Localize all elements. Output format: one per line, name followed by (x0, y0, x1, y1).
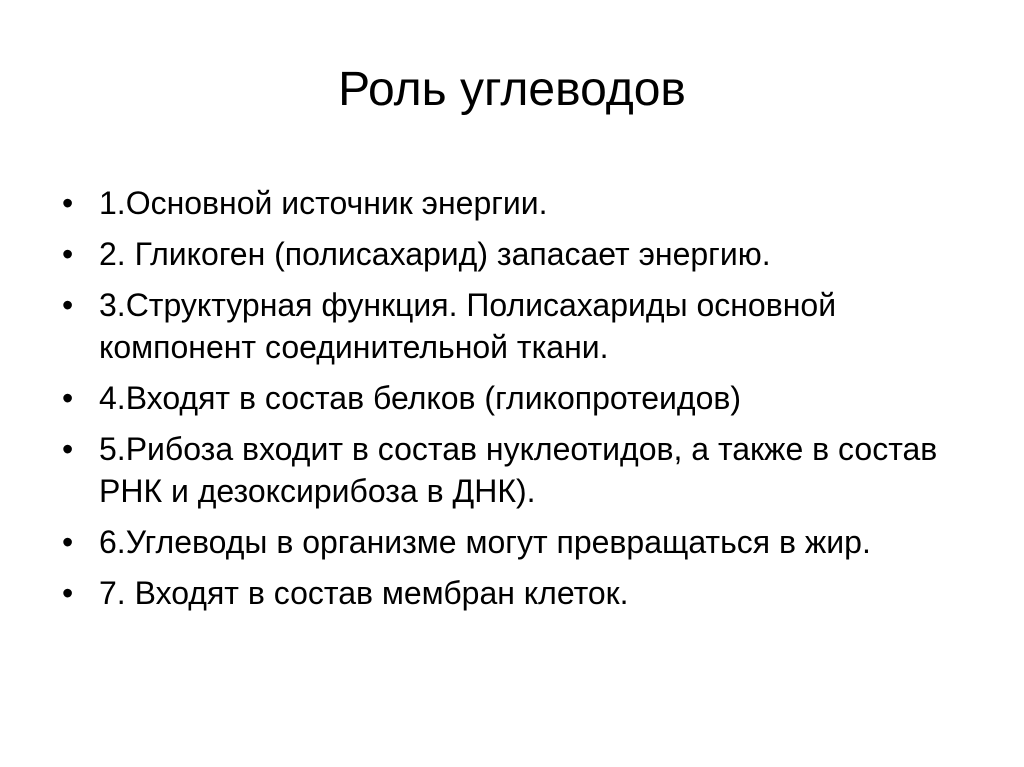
list-item-text: 2. Гликоген (полисахарид) запасает энергию. (99, 236, 771, 272)
bullet-icon: • (62, 524, 74, 560)
list-item-text: 1.Основной источник энергии. (99, 185, 548, 221)
list-item (62, 233, 982, 275)
list-item (62, 284, 982, 368)
list-item (62, 182, 982, 224)
slide-title: Роль углеводов (338, 63, 686, 116)
list-item-text: 7. Входят в состав мембран клеток. (99, 575, 629, 611)
list-item (62, 428, 982, 512)
list-item-text: 4.Входят в состав белков (гликопротеидов) (99, 380, 742, 416)
bullet-icon: • (62, 287, 74, 323)
list-item-text: 5.Рибоза входит в состав нуклеотидов, а также в состав РНК и дезоксирибоза в ДНК). (99, 431, 938, 509)
bullet-icon: • (62, 431, 74, 467)
bullet-icon: • (62, 236, 74, 272)
list-item (62, 521, 982, 563)
list-item-text: 3.Структурная функция. Полисахариды основной компонент соединительной ткани. (99, 287, 837, 365)
bullet-list (62, 182, 982, 623)
list-item-text: 6.Углеводы в организме могут превращаться в жир. (99, 524, 871, 560)
bullet-icon: • (62, 380, 74, 416)
bullet-icon: • (62, 575, 74, 611)
list-item (62, 377, 982, 419)
bullet-icon: • (62, 185, 74, 221)
list-item (62, 572, 982, 614)
